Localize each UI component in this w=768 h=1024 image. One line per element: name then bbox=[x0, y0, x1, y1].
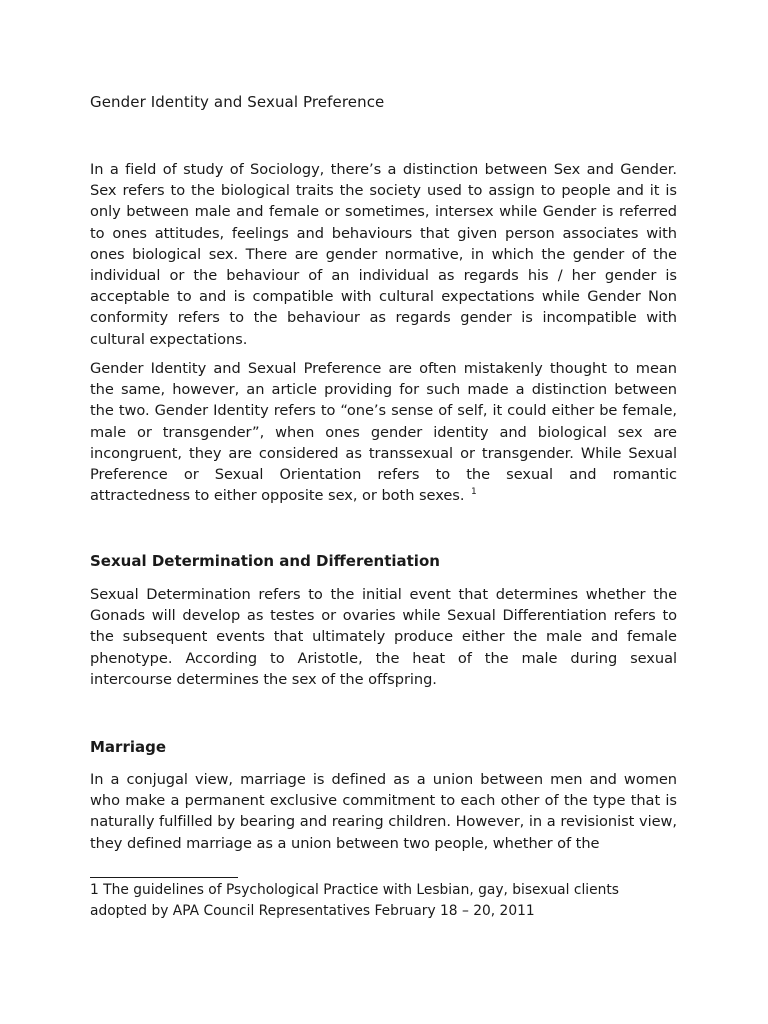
section-heading-sexual-determination: Sexual Determination and Differentiation bbox=[90, 552, 440, 570]
paragraph-gender-identity-text: Gender Identity and Sexual Preference are often mistakenly thought to mean the same, however, an article providing for such made a distinction between the two. Gender Identity refers to “one’s sense of self, it could either be female, male or transgender”, when ones gender identity and biological sex are incongruent, they are considered as transsexual or transgender. While Sexual Preference or Sexual Orientation refers to the sexual and romantic attractedness to either opposite sex, or both sexes. bbox=[90, 360, 677, 505]
footnote bbox=[90, 880, 677, 921]
footnote-line-2: adopted by APA Council Representatives February 18 – 20, 2011 bbox=[90, 902, 535, 919]
footnote-reference[interactable]: 1 bbox=[471, 487, 477, 498]
paragraph-sex-gender-distinction: In a field of study of Sociology, there’s a distinction between Sex and Gender. Sex refers to the biological traits the society used to assign to people and it is only between male and female or sometimes, intersex while Gender is referred to ones attitudes, feelings and behaviours that given person associates with ones biological sex. There are gender normative, in which the gender of the individual or the behaviour of an individual as regards his / her gender is acceptable to and is compatible with cultural expectations while Gender Non conformity refers to the behaviour as regards gender is incompatible with cultural expectations. bbox=[90, 161, 677, 348]
footnote-line-1: 1 The guidelines of Psychological Practice with Lesbian, gay, bisexual clients bbox=[90, 882, 619, 898]
document-page bbox=[90, 0, 677, 1024]
section-heading-marriage: Marriage bbox=[90, 738, 167, 756]
document-title: Gender Identity and Sexual Preference bbox=[90, 93, 385, 111]
paragraph-sexual-determination: Sexual Determination refers to the initial event that determines whether the Gonads will develop as testes or ovaries while Sexual Differentiation refers to the subsequent events that ultimately produce either the male and female phenotype. According to Aristotle, the heat of the male during sexual intercourse determines the sex of the offspring. bbox=[90, 586, 677, 688]
paragraph-gender-identity bbox=[90, 358, 677, 506]
footnote-divider bbox=[90, 877, 238, 878]
paragraph-marriage: In a conjugal view, marriage is defined as a union between men and women who make a permanent exclusive commitment to each other of the type that is naturally fulfilled by bearing and rearing children. However, in a revisionist view, they defined marriage as a union between two people, whether of the bbox=[90, 771, 677, 852]
